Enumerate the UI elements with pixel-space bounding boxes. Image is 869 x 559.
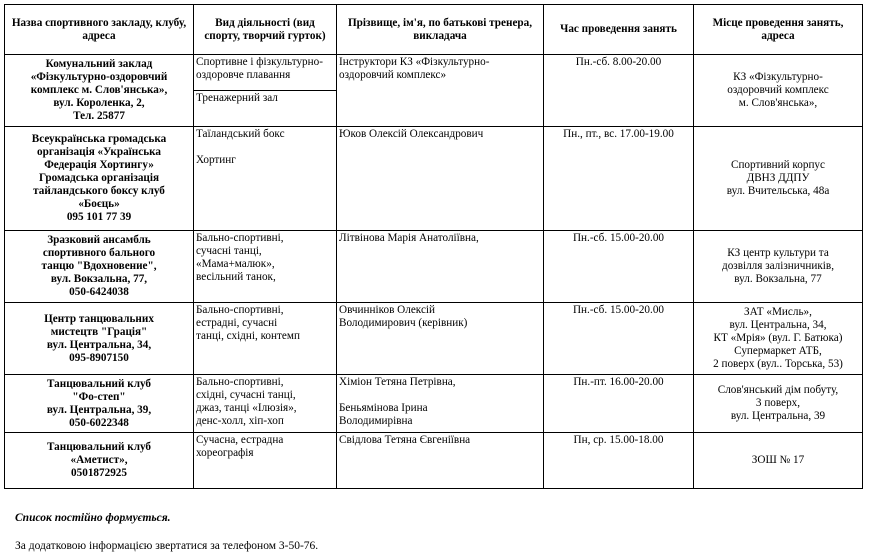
activity-cell — [194, 231, 337, 303]
venue-line: Комунальний заклад — [45, 58, 153, 70]
activity-line: східні, сучасні танці, — [196, 389, 296, 401]
trainer-cell — [337, 375, 544, 433]
table-row — [5, 375, 863, 433]
header-place: Місце проведення занять, адреса — [694, 5, 863, 55]
trainer-line: Беньямінова Ірина — [339, 402, 428, 414]
venue-line: Тел. 25877 — [73, 110, 125, 122]
place-line: оздоровчий комплекс — [727, 84, 829, 96]
time-cell: Пн.-сб. 8.00-20.00 — [544, 55, 694, 127]
place-cell — [694, 55, 863, 127]
activity-line: весільний танок, — [196, 271, 276, 283]
activity-line: Бально-спортивні, — [196, 376, 284, 388]
venue-line: 050-6424038 — [69, 286, 129, 298]
venue-line: мистецтв "Грація" — [50, 325, 148, 338]
activity-line: Бально-спортивні, — [196, 232, 284, 244]
venue-line: вул. Короленка, 2, — [53, 97, 145, 109]
trainer-cell — [337, 303, 544, 375]
place-line: КЗ «Фізкультурно- — [733, 71, 823, 83]
venue-line: комплекс м. Слов'янська», — [30, 84, 168, 96]
schedule-table — [4, 4, 863, 489]
trainer-line: Овчинніков Олексій — [339, 304, 436, 316]
venue-cell — [5, 127, 194, 231]
place-line: ЗАТ «Мисль», — [744, 306, 812, 318]
venue-line: 0501872925 — [71, 467, 127, 479]
activity-line: денс-холл, хіп-хоп — [196, 415, 284, 427]
header-trainer: Прізвище, ім'я, по батькові тренера, викладача — [337, 5, 544, 55]
venue-line: організація «Українська — [37, 146, 161, 158]
activity-cell — [194, 433, 337, 489]
place-line: вул. Вчительська, 48а — [726, 185, 830, 197]
trainer-line: Володимирівна — [339, 415, 413, 427]
venue-cell — [5, 303, 194, 375]
venue-line: Центр танцювальних — [44, 312, 154, 325]
venue-line: "Фо-степ" — [72, 390, 126, 403]
activity-line: «Мама+малюк», — [196, 258, 275, 270]
place-line: вул. Центральна, 34, — [729, 319, 827, 331]
activity-line: танці, східні, контемп — [196, 330, 300, 342]
time-cell: Пн.-сб. 15.00-20.00 — [544, 231, 694, 303]
header-venue: Назва спортивного закладу, клубу, адреса — [5, 5, 194, 55]
activity-line: Бально-спортивні, — [196, 304, 284, 316]
place-cell — [694, 231, 863, 303]
time-cell: Пн., пт., вс. 17.00-19.00 — [544, 127, 694, 231]
place-cell — [694, 303, 863, 375]
trainer-line: Свідлова Тетяна Євгеніївна — [339, 434, 471, 446]
venue-line: тайландського боксу клуб — [33, 185, 165, 197]
venue-line: Федерація Хортингу» — [44, 159, 154, 171]
venue-line: спортивного бального — [42, 247, 156, 259]
activity-line: естрадні, сучасні — [196, 317, 278, 329]
place-line: ЗОШ № 17 — [751, 454, 805, 466]
venue-line: вул. Вокзальна, 77, — [50, 273, 148, 285]
venue-line: 095-8907150 — [69, 351, 129, 364]
trainer-line: Юков Олексій Олександрович — [339, 128, 484, 140]
place-line: м. Слов'янська», — [738, 97, 818, 109]
venue-line: «Фізкультурно-оздоровчий — [30, 71, 168, 83]
list-note: Список постійно формується. — [15, 512, 171, 524]
activity-line: джаз, танці «Ілюзія», — [196, 402, 297, 414]
table-row — [5, 433, 863, 489]
place-line: Супермаркет АТБ, — [734, 345, 822, 357]
venue-line: «Боєць» — [78, 198, 120, 210]
activity-item: Таїландський бокс — [196, 128, 285, 140]
venue-cell — [5, 433, 194, 489]
table-row — [5, 303, 863, 375]
trainer-line: оздоровчий комплекс» — [339, 69, 447, 81]
activity-item: Хортинг — [196, 154, 236, 166]
venue-cell — [5, 55, 194, 127]
venue-line: танцю "Вдохновение", — [41, 260, 157, 272]
venue-line: Всеукраїнська громадська — [31, 133, 167, 145]
place-line: вул. Центральна, 39 — [730, 410, 826, 422]
venue-line: Зразковий ансамбль — [47, 234, 151, 246]
place-line: 2 поверх (вул.. Торська, 53) — [713, 358, 843, 370]
activity-cell — [194, 127, 337, 231]
phone-note: За додатковою інформацією звертатися за телефоном 3-50-76. — [15, 540, 319, 552]
place-line: ДВНЗ ДДПУ — [746, 172, 810, 184]
place-line: Спортивний корпус — [730, 159, 825, 171]
place-line: КЗ центр культури та — [727, 247, 829, 259]
trainer-line: Інструктори КЗ «Фізкультурно- — [339, 56, 490, 68]
trainer-cell — [337, 433, 544, 489]
activity-cell — [194, 303, 337, 375]
trainer-line — [339, 389, 541, 402]
venue-line: 095 101 77 39 — [66, 211, 132, 223]
activity-item: Спортивне і фізкультурно-оздоровче плавання — [196, 56, 323, 81]
place-line: вул. Вокзальна, 77 — [734, 273, 822, 285]
time-cell: Пн.-пт. 16.00-20.00 — [544, 375, 694, 433]
activity-cell — [194, 375, 337, 433]
trainer-cell — [337, 127, 544, 231]
venue-line: Танцювальний клуб — [46, 377, 152, 390]
trainer-cell — [337, 231, 544, 303]
venue-cell — [5, 231, 194, 303]
place-line: КТ «Мрія» (вул. Г. Батюка) — [713, 332, 843, 344]
place-cell — [694, 127, 863, 231]
venue-line: «Аметист», — [70, 454, 128, 466]
venue-cell — [5, 375, 194, 433]
header-time: Час проведення занять — [544, 5, 694, 55]
time-cell: Пн.-сб. 15.00-20.00 — [544, 303, 694, 375]
activity-line: сучасні танці, — [196, 245, 262, 257]
activity-line: хореографія — [196, 447, 254, 459]
table-header-row — [5, 5, 863, 55]
place-line: Слов'янський дім побуту, — [717, 384, 839, 396]
table-row — [5, 55, 863, 127]
place-line: дозвілля залізничників, — [722, 260, 834, 272]
activity-line: Сучасна, естрадна — [196, 434, 284, 446]
place-cell — [694, 433, 863, 489]
trainer-line: Володимирович (керівник) — [339, 317, 468, 329]
time-cell: Пн, ср. 15.00-18.00 — [544, 433, 694, 489]
table-row — [5, 231, 863, 303]
activity-item: Тренажерний зал — [194, 90, 336, 106]
place-cell — [694, 375, 863, 433]
trainer-line: Хіміон Тетяна Петрівна, — [339, 376, 456, 388]
venue-line: Громадська організація — [38, 172, 160, 184]
table-row — [5, 127, 863, 231]
venue-line: Танцювальний клуб — [46, 441, 152, 453]
place-line: 3 поверх, — [755, 397, 801, 409]
activity-cell — [194, 55, 337, 127]
venue-line: вул. Центральна, 39, — [46, 403, 152, 416]
venue-line: 050-6022348 — [69, 416, 129, 429]
trainer-cell — [337, 55, 544, 127]
venue-line: вул. Центральна, 34, — [46, 338, 152, 351]
header-activity: Вид діяльності (вид спорту, творчий гурток) — [194, 5, 337, 55]
trainer-line: Літвінова Марія Анатоліївна, — [339, 232, 479, 244]
